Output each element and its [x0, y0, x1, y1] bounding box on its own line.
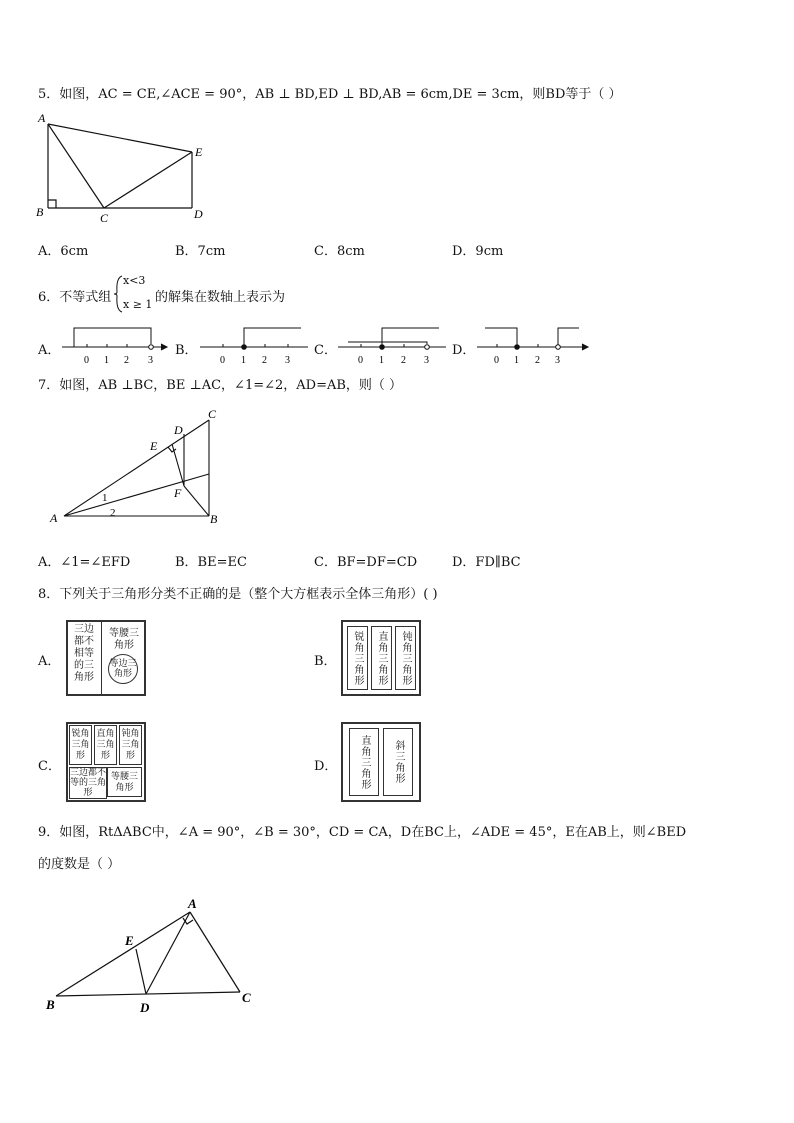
q6-c-tick-2: 2: [401, 355, 406, 366]
q9-label-a: A: [188, 896, 197, 911]
q8-option-d[interactable]: D．: [314, 759, 338, 774]
q6-option-c[interactable]: C．: [314, 343, 337, 358]
q6-d-tick-2: 2: [535, 355, 540, 366]
q6-numberline-b[interactable]: [198, 322, 313, 370]
q5-option-c[interactable]: C．8cm: [314, 244, 365, 259]
q8-c-isosceles: 等腰三角形: [107, 767, 142, 797]
q7-label-b: B: [210, 512, 218, 526]
q9-label-d: D: [140, 1000, 150, 1015]
q6-suffix: 的解集在数轴上表示为: [155, 290, 286, 305]
q5-right-angle-mark: [48, 200, 56, 208]
q6-a-tick-2: 2: [124, 355, 129, 366]
q8-a-divider: [101, 622, 102, 694]
q7-option-a[interactable]: A．∠1=∠EFD: [38, 555, 131, 570]
q5-option-b[interactable]: B．7cm: [175, 244, 226, 259]
q7-option-d[interactable]: D．FD∥BC: [452, 555, 521, 570]
q8-option-c[interactable]: C．: [38, 759, 61, 774]
q6-d-tick-0: 0: [494, 355, 499, 366]
q6-ineq-1: x<3: [123, 274, 146, 287]
q8-option-a[interactable]: A．: [38, 654, 61, 669]
q8-c-obtuse: 钝角三角形: [119, 725, 142, 765]
q7-option-c[interactable]: C．BF=DF=CD: [314, 555, 418, 570]
q5-label-c: C: [100, 211, 109, 225]
q6-b-tick-3: 3: [285, 355, 290, 366]
q6-option-b[interactable]: B．: [175, 343, 198, 358]
q6-c-tick-1: 1: [379, 355, 384, 366]
q8-c-diagram[interactable]: [66, 722, 146, 802]
q8-c-acute: 锐角三角形: [69, 725, 92, 765]
q8-text: 8．下列关于三角形分类不正确的是（整个大方框表示全体三角形）( ): [38, 587, 438, 602]
q6-prefix: 6．不等式组: [38, 290, 112, 305]
q9-line-ba: [56, 912, 190, 996]
q8-d-oblique: 斜三角形: [383, 728, 413, 796]
q7-label-e: E: [150, 439, 158, 453]
q6-numberline-c[interactable]: [336, 322, 451, 370]
q6-d-tick-1: 1: [514, 355, 519, 366]
q7-label-angle-2: 2: [110, 507, 116, 519]
q5-line-ce: [104, 152, 192, 208]
q5-option-d[interactable]: D．9cm: [452, 244, 504, 259]
q8-d-diagram[interactable]: [341, 722, 421, 802]
q7-figure: [44, 402, 234, 527]
q9-line-bc: [56, 992, 240, 996]
q6-c-tick-3: 3: [424, 355, 429, 366]
q9-line-1: 9．如图，RtΔABC中，∠A = 90°，∠B = 30°，CD = CA，D在BC上，∠ADE = 45°，E在AB上，则∠BED: [38, 825, 687, 840]
q8-b-acute: 锐角三角形: [347, 626, 368, 690]
q8-a-diagram[interactable]: [66, 620, 146, 696]
q5-text: 5．如图，AC = CE,∠ACE = 90°，AB ⊥ BD,ED ⊥ BD,AB = 6cm,DE = 3cm，则BD等于（ ）: [38, 87, 622, 102]
q9-line-ed: [136, 949, 146, 994]
q8-b-diagram[interactable]: [341, 620, 421, 696]
q6-a-tick-1: 1: [104, 355, 109, 366]
q6-d-tick-3: 3: [555, 355, 560, 366]
q7-label-c: C: [208, 407, 217, 421]
q9-line-2: 的度数是（ ）: [38, 857, 121, 872]
q5-label-d: D: [194, 207, 203, 221]
q8-option-b[interactable]: B．: [314, 654, 337, 669]
q7-label-a: A: [50, 511, 58, 525]
q8-d-right: 直角三角形: [349, 728, 379, 796]
q8-a-equilateral-circle: 等边三角形: [108, 654, 138, 684]
q6-option-a[interactable]: A．: [38, 343, 61, 358]
q5-label-e: E: [195, 145, 203, 159]
q6-c-tick-0: 0: [358, 355, 363, 366]
q7-label-d: D: [174, 423, 183, 437]
q6-numberline-d[interactable]: [475, 322, 595, 370]
q8-a-left-label: 三边都不相等的三角形: [74, 624, 94, 683]
q9-line-ac: [190, 912, 240, 992]
q6-numberline-a[interactable]: [60, 322, 175, 370]
q6-b-tick-1: 1: [241, 355, 246, 366]
q5-label-b: B: [36, 205, 44, 219]
q7-line-ad: [64, 474, 209, 516]
q7-line-fb: [184, 486, 209, 516]
q6-a-tick-3: 3: [148, 355, 153, 366]
q5-label-a: A: [38, 111, 46, 125]
q6-ineq-2: x ≥ 1: [123, 298, 153, 311]
q8-b-obtuse: 钝角三角形: [395, 626, 416, 690]
q6-a-tick-0: 0: [84, 355, 89, 366]
q6-option-d[interactable]: D．: [452, 343, 476, 358]
q9-label-e: E: [125, 933, 134, 948]
q6-b-tick-2: 2: [262, 355, 267, 366]
q8-b-right: 直角三角形: [371, 626, 392, 690]
q9-label-c: C: [242, 990, 251, 1005]
q7-right-angle-mark: [168, 447, 176, 452]
q5-line-ae: [48, 124, 192, 152]
q8-c-right: 直角三角形: [94, 725, 117, 765]
q9-label-b: B: [46, 997, 55, 1012]
q7-label-angle-1: 1: [102, 492, 108, 504]
q6-b-tick-0: 0: [220, 355, 225, 366]
q8-c-scalene: 三边都不等的三角形: [70, 768, 107, 798]
q8-a-isosceles-label: 等腰三角形: [109, 628, 139, 651]
q5-figure: [30, 108, 220, 228]
q9-figure: [40, 892, 270, 1017]
q7-option-b[interactable]: B．BE=EC: [175, 555, 247, 570]
q5-option-a[interactable]: A．6cm: [38, 244, 89, 259]
q7-line-ac: [64, 420, 209, 516]
q7-label-f: F: [174, 486, 182, 500]
q7-text: 7．如图，AB ⊥BC，BE ⊥AC，∠1=∠2，AD=AB，则（ ）: [38, 378, 403, 393]
q5-line-ac: [48, 124, 104, 208]
q9-line-ad: [146, 912, 190, 994]
